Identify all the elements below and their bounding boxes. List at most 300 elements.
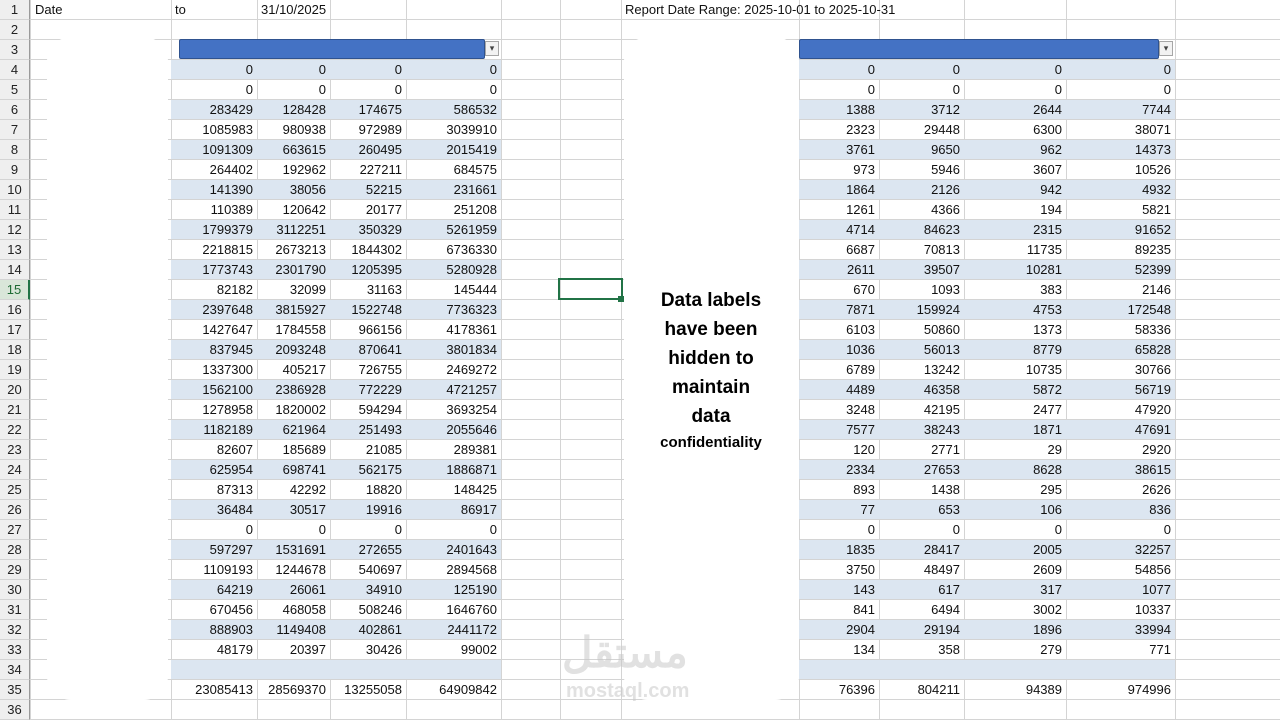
right_table-cell[interactable]: 942 (1040, 182, 1062, 197)
left_table-total-cell[interactable]: 23085413 (195, 682, 253, 697)
right_table-cell[interactable]: 2005 (1033, 542, 1062, 557)
left_table-cell[interactable]: 20177 (365, 202, 402, 217)
left_table-cell[interactable]: 0 (394, 62, 402, 77)
note-line: Data labels (660, 290, 762, 311)
right_table-cell[interactable]: 771 (1149, 642, 1171, 657)
left_table-cell[interactable]: 1784558 (275, 322, 326, 337)
right-header-bar (799, 39, 1159, 59)
right_table-cell[interactable]: 143 (853, 582, 875, 597)
right_table-cell[interactable]: 1036 (846, 342, 875, 357)
left_table-cell[interactable]: 726755 (358, 362, 402, 377)
left_table-cell[interactable]: 34910 (365, 582, 402, 597)
right_table-cell[interactable]: 0 (952, 522, 960, 537)
right_table-cell[interactable]: 29194 (923, 622, 960, 637)
right_table-cell[interactable]: 0 (1054, 62, 1062, 77)
left_table-cell[interactable]: 1886871 (446, 462, 497, 477)
left_table-cell[interactable]: 1085983 (202, 122, 253, 137)
left_table-cell[interactable]: 586532 (453, 102, 497, 117)
left_table-cell[interactable]: 2401643 (446, 542, 497, 557)
right_table-cell[interactable]: 54856 (1134, 562, 1171, 577)
right_table-cell[interactable]: 56013 (923, 342, 960, 357)
left_table-cell[interactable]: 110389 (210, 202, 253, 217)
right_table-cell[interactable]: 0 (1163, 62, 1171, 77)
row-header[interactable]: 16 (0, 300, 30, 320)
left_table-cell[interactable]: 625954 (209, 462, 253, 477)
right_table-cell[interactable]: 50860 (923, 322, 960, 337)
left_table-cell[interactable]: 1091309 (202, 142, 253, 157)
right_table-cell[interactable]: 7744 (1142, 102, 1171, 117)
right_table-cell[interactable]: 0 (867, 62, 875, 77)
left_table-cell[interactable]: 1646760 (446, 602, 497, 617)
left_table-cell[interactable]: 6736330 (446, 242, 497, 257)
right_table-cell[interactable]: 6789 (846, 362, 875, 377)
left_table-cell[interactable]: 38056 (289, 182, 326, 197)
right_table-cell[interactable]: 2323 (846, 122, 875, 137)
left_table-cell[interactable]: 31163 (366, 282, 402, 297)
right_table-cell[interactable]: 47920 (1134, 402, 1171, 417)
right_table-cell[interactable]: 1093 (931, 282, 960, 297)
right_table-cell[interactable]: 317 (1040, 582, 1062, 597)
right_table-cell[interactable]: 0 (952, 82, 960, 97)
left_table-cell[interactable]: 562175 (358, 462, 402, 477)
left_table-cell[interactable]: 145444 (453, 282, 497, 297)
selected-cell[interactable] (558, 278, 623, 300)
left_table-cell[interactable]: 3801834 (446, 342, 497, 357)
left_table-cell[interactable]: 82607 (216, 442, 253, 457)
left_table-cell[interactable]: 0 (394, 522, 402, 537)
right_table-cell[interactable]: 32257 (1134, 542, 1171, 557)
right_table-cell[interactable]: 4753 (1033, 302, 1062, 317)
right_table-cell[interactable]: 39507 (923, 262, 960, 277)
right_table-cell[interactable]: 0 (1163, 522, 1171, 537)
left_table-cell[interactable]: 21085 (365, 442, 402, 457)
row-header[interactable]: 24 (0, 460, 30, 480)
left_table-cell[interactable]: 621964 (282, 422, 326, 437)
left_table-cell[interactable]: 597297 (209, 542, 253, 557)
left_table-cell[interactable]: 260495 (358, 142, 402, 157)
right_table-cell[interactable]: 10526 (1134, 162, 1171, 177)
left_table-cell[interactable]: 2218815 (202, 242, 253, 257)
right_table-cell[interactable]: 65828 (1134, 342, 1171, 357)
right_table-cell[interactable]: 653 (938, 502, 960, 517)
right_table-cell[interactable]: 0 (867, 82, 875, 97)
right_table-cell[interactable]: 2920 (1142, 442, 1171, 457)
left_table-cell[interactable]: 2015419 (446, 142, 497, 157)
left_table-cell[interactable]: 2397648 (202, 302, 253, 317)
note-line-small: confidentiality (660, 434, 762, 451)
row-header[interactable]: 29 (0, 560, 30, 580)
right_table-cell[interactable]: 27653 (923, 462, 960, 477)
right_table-cell[interactable]: 2126 (931, 182, 960, 197)
right_table-cell[interactable]: 1373 (1033, 322, 1062, 337)
row-header[interactable]: 35 (0, 680, 30, 700)
right_table-total-cell[interactable]: 76396 (838, 682, 875, 697)
left_table-cell[interactable]: 1773743 (202, 262, 253, 277)
right_table-cell[interactable]: 4489 (846, 382, 875, 397)
right_table-cell[interactable]: 38243 (923, 422, 960, 437)
date-label: Date (35, 2, 63, 17)
right_table-cell[interactable]: 5872 (1033, 382, 1062, 397)
left_table-cell[interactable]: 0 (489, 62, 497, 77)
left_table-cell[interactable]: 870641 (358, 342, 402, 357)
left_table-cell[interactable]: 888903 (209, 622, 253, 637)
left_table-cell[interactable]: 1799379 (202, 222, 253, 237)
left_table-cell[interactable]: 289381 (453, 442, 497, 457)
right_table-cell[interactable]: 2644 (1033, 102, 1062, 117)
right_table-cell[interactable]: 0 (867, 522, 875, 537)
left_table-cell[interactable]: 837945 (209, 342, 253, 357)
left_table-cell[interactable]: 966156 (358, 322, 402, 337)
right_table-cell[interactable]: 2626 (1142, 482, 1171, 497)
right_table-cell[interactable]: 6687 (846, 242, 875, 257)
row-header[interactable]: 28 (0, 540, 30, 560)
left_table-cell[interactable]: 30426 (365, 642, 402, 657)
row-header[interactable]: 1 (0, 0, 30, 20)
left_table-cell[interactable]: 99002 (460, 642, 497, 657)
right_table-cell[interactable]: 2315 (1033, 222, 1062, 237)
row-header[interactable]: 19 (0, 360, 30, 380)
right_table-cell[interactable]: 5821 (1142, 202, 1171, 217)
row-header[interactable]: 36 (0, 700, 30, 720)
right_table-cell[interactable]: 10337 (1134, 602, 1171, 617)
right_table-cell[interactable]: 1438 (931, 482, 960, 497)
left_table-cell[interactable]: 1427647 (202, 322, 253, 337)
right_table-cell[interactable]: 194 (1040, 202, 1062, 217)
right_table-cell[interactable]: 10281 (1025, 262, 1062, 277)
row-header[interactable]: 30 (0, 580, 30, 600)
left_table-cell[interactable]: 1205395 (351, 262, 402, 277)
confidentiality-note (630, 286, 792, 455)
right_table-cell[interactable]: 6300 (1033, 122, 1062, 137)
right_table-total-cell[interactable]: 804211 (917, 682, 960, 697)
left_table-cell[interactable]: 264402 (209, 162, 253, 177)
right_table-cell[interactable]: 0 (1163, 82, 1171, 97)
left_table-cell[interactable]: 30517 (289, 502, 326, 517)
left_table-cell[interactable]: 402861 (358, 622, 402, 637)
right_table-cell[interactable]: 9650 (931, 142, 960, 157)
right_table-cell[interactable]: 11735 (1026, 242, 1062, 257)
right_table-cell[interactable]: 6103 (846, 322, 875, 337)
right_table-cell[interactable]: 3002 (1033, 602, 1062, 617)
row-header[interactable]: 9 (0, 160, 30, 180)
right_table-cell[interactable]: 29448 (923, 122, 960, 137)
right_table-cell[interactable]: 617 (938, 582, 960, 597)
right_table-cell[interactable]: 0 (952, 62, 960, 77)
row-header[interactable]: 15 (0, 280, 30, 300)
right_table-cell[interactable]: 30766 (1134, 362, 1171, 377)
right_table-cell[interactable]: 33994 (1134, 622, 1171, 637)
row-header[interactable]: 22 (0, 420, 30, 440)
row-header[interactable]: 26 (0, 500, 30, 520)
row-header[interactable]: 13 (0, 240, 30, 260)
left_table-total-cell[interactable]: 28569370 (268, 682, 326, 697)
left_table-cell[interactable]: 52215 (365, 182, 402, 197)
row-header[interactable]: 6 (0, 100, 30, 120)
row-header[interactable]: 32 (0, 620, 30, 640)
left_table-cell[interactable]: 48179 (216, 642, 253, 657)
right_table-cell[interactable]: 383 (1040, 282, 1062, 297)
right_table-total-cell[interactable]: 974996 (1127, 682, 1171, 697)
right_table-cell[interactable]: 29 (1047, 442, 1062, 457)
right_table-cell[interactable]: 42195 (923, 402, 960, 417)
row-header[interactable]: 3 (0, 40, 30, 60)
left_table-cell[interactable]: 0 (394, 82, 402, 97)
right_table-cell[interactable]: 14373 (1134, 142, 1171, 157)
left_table-cell[interactable]: 1182189 (203, 422, 253, 437)
row-header[interactable]: 34 (0, 660, 30, 680)
left_table-cell[interactable]: 684575 (453, 162, 497, 177)
right_table-cell[interactable]: 28417 (923, 542, 960, 557)
left_table-cell[interactable]: 1278958 (202, 402, 253, 417)
left_table-cell[interactable]: 3815927 (275, 302, 326, 317)
left_table-cell[interactable]: 2441172 (447, 622, 497, 637)
left-filter-dropdown-icon[interactable]: ▾ (485, 41, 499, 56)
right_table-cell[interactable]: 13242 (923, 362, 960, 377)
right_table-cell[interactable]: 295 (1040, 482, 1062, 497)
right_table-cell[interactable]: 8779 (1033, 342, 1062, 357)
left_table-cell[interactable]: 670456 (209, 602, 253, 617)
left_table-cell[interactable]: 125190 (453, 582, 497, 597)
right_table-cell[interactable]: 358 (938, 642, 960, 657)
left_table-cell[interactable]: 4721257 (446, 382, 497, 397)
row-header[interactable]: 5 (0, 80, 30, 100)
left_table-cell[interactable]: 148425 (453, 482, 497, 497)
left_table-cell[interactable]: 2673213 (275, 242, 326, 257)
right_table-cell[interactable]: 5946 (931, 162, 960, 177)
left_table-cell[interactable]: 0 (489, 522, 497, 537)
left_table-cell[interactable]: 3112251 (276, 222, 326, 237)
row-header[interactable]: 33 (0, 640, 30, 660)
left_table-cell[interactable]: 4178361 (446, 322, 497, 337)
left_table-cell[interactable]: 3039910 (446, 122, 497, 137)
left_table-cell[interactable]: 227211 (359, 162, 402, 177)
row-header[interactable]: 17 (0, 320, 30, 340)
right_table-cell[interactable]: 1871 (1033, 422, 1062, 437)
right_table-cell[interactable]: 70813 (923, 242, 960, 257)
left_table-cell[interactable]: 1562100 (202, 382, 253, 397)
right_table-cell[interactable]: 56719 (1134, 382, 1171, 397)
fill-handle[interactable] (618, 296, 624, 302)
right_table-cell[interactable]: 836 (1149, 502, 1171, 517)
right_table-cell[interactable]: 77 (860, 502, 875, 517)
left_table-cell[interactable]: 1531691 (275, 542, 326, 557)
row-header[interactable]: 25 (0, 480, 30, 500)
left_table-cell[interactable]: 18820 (365, 482, 402, 497)
right_table-cell[interactable]: 7577 (846, 422, 875, 437)
right_table-total-cell[interactable]: 94389 (1025, 682, 1062, 697)
right_table-cell[interactable]: 8628 (1033, 462, 1062, 477)
right_table-cell[interactable]: 159924 (916, 302, 960, 317)
right_table-cell[interactable]: 2904 (846, 622, 875, 637)
left_table-cell[interactable]: 1109193 (203, 562, 253, 577)
left_table-cell[interactable]: 174675 (358, 102, 402, 117)
left-header-bar (179, 39, 485, 59)
left_table-cell[interactable]: 251493 (358, 422, 402, 437)
right_table-cell[interactable]: 2611 (847, 262, 875, 277)
right_table-cell[interactable]: 172548 (1127, 302, 1171, 317)
left_table-cell[interactable]: 2469272 (446, 362, 497, 377)
right_table-cell[interactable]: 3607 (1033, 162, 1062, 177)
left_table-cell[interactable]: 2301790 (275, 262, 326, 277)
right_table-cell[interactable]: 893 (853, 482, 875, 497)
left_table-cell[interactable]: 5280928 (446, 262, 497, 277)
row-header[interactable]: 8 (0, 140, 30, 160)
left_table-cell[interactable]: 0 (245, 82, 253, 97)
right-filter-dropdown-icon[interactable]: ▾ (1159, 41, 1173, 56)
right_table-cell[interactable]: 58336 (1134, 322, 1171, 337)
left_table-cell[interactable]: 26061 (289, 582, 326, 597)
left_table-cell[interactable]: 508246 (358, 602, 402, 617)
left_table-cell[interactable]: 272655 (358, 542, 402, 557)
left_table-cell[interactable]: 20397 (289, 642, 326, 657)
left_table-cell[interactable]: 19916 (365, 502, 402, 517)
row-header[interactable]: 2 (0, 20, 30, 40)
right_table-cell[interactable]: 4714 (846, 222, 875, 237)
row-header[interactable]: 31 (0, 600, 30, 620)
right_table-cell[interactable]: 962 (1040, 142, 1062, 157)
right_table-cell[interactable]: 1864 (846, 182, 875, 197)
left_table-cell[interactable]: 82182 (216, 282, 253, 297)
left_table-cell[interactable]: 972989 (358, 122, 402, 137)
left_table-cell[interactable]: 42292 (289, 482, 326, 497)
right_table-cell[interactable]: 973 (853, 162, 875, 177)
right_table-cell[interactable]: 841 (853, 602, 875, 617)
left_table-cell[interactable]: 87313 (216, 482, 253, 497)
right_table-cell[interactable]: 1896 (1033, 622, 1062, 637)
right_table-cell[interactable]: 7871 (846, 302, 875, 317)
right_table-cell[interactable]: 6494 (931, 602, 960, 617)
right_table-cell[interactable]: 3750 (846, 562, 875, 577)
right_table-cell[interactable]: 279 (1040, 642, 1062, 657)
right_table-cell[interactable]: 2609 (1033, 562, 1062, 577)
row-header[interactable]: 7 (0, 120, 30, 140)
left_table-cell[interactable]: 141390 (209, 182, 253, 197)
right_table-cell[interactable]: 134 (853, 642, 875, 657)
right_table-cell[interactable]: 106 (1040, 502, 1062, 517)
row-header[interactable]: 21 (0, 400, 30, 420)
left_table-cell[interactable]: 32099 (289, 282, 326, 297)
left_table-cell[interactable]: 0 (318, 522, 326, 537)
right_table-cell[interactable]: 670 (853, 282, 875, 297)
left_table-cell[interactable]: 0 (245, 522, 253, 537)
right_table-cell[interactable]: 10735 (1025, 362, 1062, 377)
left_table-cell[interactable]: 980938 (282, 122, 326, 137)
right_table-cell[interactable]: 4932 (1142, 182, 1171, 197)
right_table-cell[interactable]: 47691 (1134, 422, 1171, 437)
left_table-cell[interactable]: 1244678 (275, 562, 326, 577)
right_table-cell[interactable]: 120 (853, 442, 875, 457)
left_table-cell[interactable]: 1522748 (351, 302, 402, 317)
right_table-cell[interactable]: 1077 (1142, 582, 1171, 597)
left_table-cell[interactable]: 1820002 (275, 402, 326, 417)
left_table-cell[interactable]: 594294 (358, 402, 402, 417)
right_table-cell[interactable]: 2334 (846, 462, 875, 477)
left_table-cell[interactable]: 128428 (282, 102, 326, 117)
left_table-cell[interactable]: 0 (489, 82, 497, 97)
note-line: maintain (671, 377, 751, 398)
note-line: have been (664, 319, 758, 340)
left_table-cell[interactable]: 120642 (282, 202, 326, 217)
left_table-cell[interactable]: 2894568 (446, 562, 497, 577)
row-header[interactable]: 20 (0, 380, 30, 400)
left_table-cell[interactable]: 283429 (209, 102, 253, 117)
row-header[interactable]: 14 (0, 260, 30, 280)
right_table-cell[interactable]: 89235 (1134, 242, 1171, 257)
left_table-cell[interactable]: 468058 (282, 602, 326, 617)
right_table-cell[interactable]: 1388 (846, 102, 875, 117)
row-header[interactable]: 18 (0, 340, 30, 360)
right_table-cell[interactable]: 0 (1054, 522, 1062, 537)
right_table-cell[interactable]: 48497 (923, 562, 960, 577)
left_table-cell[interactable]: 64219 (216, 582, 253, 597)
left_table-total-cell[interactable]: 13255058 (344, 682, 402, 697)
left_table-cell[interactable]: 772229 (358, 382, 402, 397)
to-date-value[interactable]: 31/10/2025 (261, 2, 327, 17)
right_table-cell[interactable]: 38071 (1134, 122, 1171, 137)
right_table-cell[interactable]: 52399 (1134, 262, 1171, 277)
left_table-cell[interactable]: 2093248 (275, 342, 326, 357)
right_table-cell[interactable]: 3712 (931, 102, 960, 117)
left_table-cell[interactable]: 1844302 (351, 242, 402, 257)
left_table-cell[interactable]: 185689 (282, 442, 326, 457)
left_table-cell[interactable]: 1337300 (202, 362, 253, 377)
left_table-total-cell[interactable]: 64909842 (439, 682, 497, 697)
row-header[interactable]: 10 (0, 180, 30, 200)
right_table-cell[interactable]: 1261 (846, 202, 875, 217)
left_table-cell[interactable]: 86917 (460, 502, 497, 517)
row-header[interactable]: 27 (0, 520, 30, 540)
right_table-cell[interactable]: 4366 (931, 202, 960, 217)
watermark-latin: mostaql.com (566, 680, 690, 702)
left_table-cell[interactable]: 698741 (282, 462, 326, 477)
left_table-cell[interactable]: 2386928 (275, 382, 326, 397)
left_table-cell[interactable]: 2055646 (446, 422, 497, 437)
left_table-cell[interactable]: 3693254 (446, 402, 497, 417)
left_table-cell[interactable]: 350329 (358, 222, 402, 237)
left_table-cell[interactable]: 7736323 (446, 302, 497, 317)
right_table-cell[interactable]: 3248 (846, 402, 875, 417)
left_table-cell[interactable]: 36484 (216, 502, 253, 517)
left_table-cell[interactable]: 192962 (282, 162, 326, 177)
left_table-cell[interactable]: 1149408 (276, 622, 326, 637)
left_table-cell[interactable]: 0 (318, 62, 326, 77)
right_table-cell[interactable]: 91652 (1134, 222, 1171, 237)
row-header[interactable]: 23 (0, 440, 30, 460)
row-header[interactable]: 12 (0, 220, 30, 240)
left_table-cell[interactable]: 405217 (282, 362, 326, 377)
row-header[interactable]: 4 (0, 60, 30, 80)
row-header[interactable]: 11 (0, 200, 30, 220)
right_table-cell[interactable]: 46358 (923, 382, 960, 397)
right_table-cell[interactable]: 38615 (1134, 462, 1171, 477)
right_table-cell[interactable]: 2146 (1142, 282, 1171, 297)
right_table-cell[interactable]: 84623 (923, 222, 960, 237)
left_table-cell[interactable]: 231661 (453, 182, 497, 197)
left_table-cell[interactable]: 251208 (453, 202, 497, 217)
column-gridline (501, 0, 502, 720)
left_table-cell[interactable]: 540697 (358, 562, 402, 577)
right_table-cell[interactable]: 2477 (1033, 402, 1062, 417)
right_table-cell[interactable]: 3761 (846, 142, 875, 157)
right_table-cell[interactable]: 2771 (931, 442, 960, 457)
right_table-cell[interactable]: 0 (1054, 82, 1062, 97)
left_table-cell[interactable]: 0 (245, 62, 253, 77)
left_table-cell[interactable]: 663615 (282, 142, 326, 157)
left_table-cell[interactable]: 0 (318, 82, 326, 97)
left-label-mask (47, 37, 168, 700)
left_table-cell[interactable]: 5261959 (446, 222, 497, 237)
right_table-cell[interactable]: 1835 (846, 542, 875, 557)
